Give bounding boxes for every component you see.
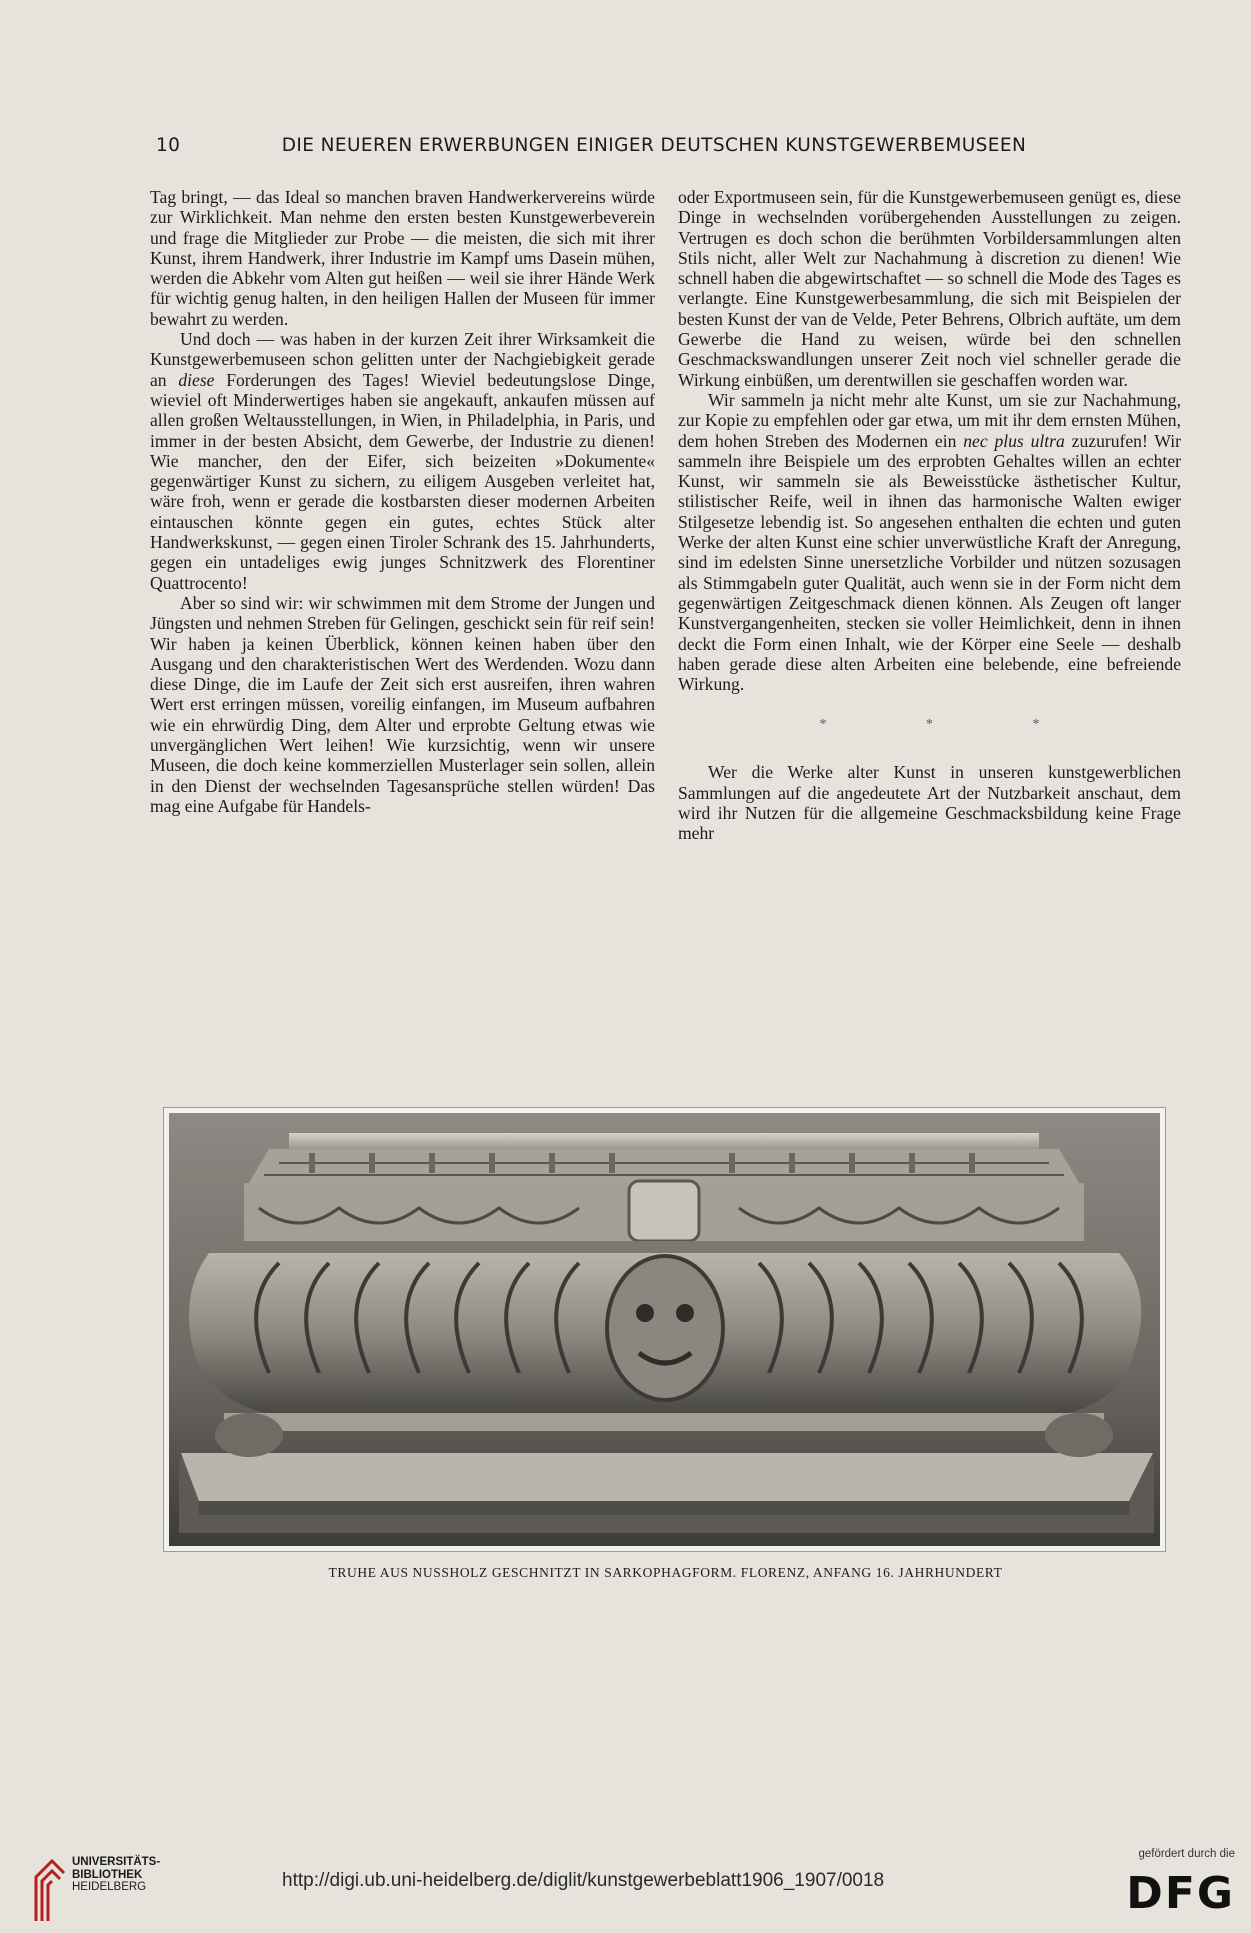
- carved-chest-photo: [169, 1113, 1160, 1546]
- emphasis-diese: diese: [178, 369, 215, 390]
- left-paragraph-2: Und doch — was haben in der kurzen Zeit ihrer Wirksamkeit die Kunstgewerbemuseen schon gelitten unter der Nachgiebigkeit gerade an diese Forderungen des Tages! Wieviel bedeutungslose Dinge, wieviel oft Minderwertiges haben sie angekauft, ankaufen müssen auf allen großen Weltausstellungen, in Wien, in Philadelphia, in Paris, und immer in der besten Absicht, dem Gewerbe, der Industrie zu dienen! Wie mancher, den der Eifer, sich beizeiten »Dokumente« gegenwärtiger Kunst zu sichern, zu eiligem Ausgeben verleitet hat, wäre froh, wenn er gerade die kostbarsten dieser modernen Arbeiten eintauschen könnte gegen ein gutes, echtes Stück alter Handwerkskunst, — gegen einen Tiroler Schrank des 15. Jahrhunderts, gegen ein untadeliges ewig junges Schnitzwerk des Florentiner Quattrocento!: [150, 329, 655, 593]
- funding-note: gefördert durch die: [1138, 1848, 1235, 1860]
- left-column: [150, 187, 655, 816]
- right-column: [678, 187, 1181, 844]
- page-number: 10: [156, 135, 181, 156]
- source-url-link[interactable]: http://digi.ub.uni-heidelberg.de/diglit/kunstgewerbeblatt1906_1907/0018: [282, 1870, 885, 1891]
- emphasis-nec-plus-ultra: nec plus ultra: [963, 430, 1065, 451]
- right-paragraph-1: oder Exportmuseen sein, für die Kunstgewerbemuseen genügt es, diese Dinge in wechselnden vorübergehenden Ausstellungen zu zeigen. Vertrugen es doch schon die berühmten Vorbildersammlungen alten Stils nicht, aller Welt zur Nachahmung à discretion zu dienen! Wie schnell haben die abgewirtschaftet — so schnell die Mode des Tages es verlangte. Eine Kunstgewerbesammlung, die sich mit Beispielen der besten Kunst der van de Velde, Peter Behrens, Olbrich auftäte, um dem Gewerbe die Hand zu weisen, würde bei den schnellen Geschmackswandlungen unserer Zeit noch viel schneller gerade die Wirkung einbüßen, um derentwillen sie geschaffen worden war.: [678, 187, 1181, 390]
- running-title: DIE NEUEREN ERWERBUNGEN EINIGER DEUTSCHEN KUNSTGEWERBEMUSEEN: [281, 135, 1027, 156]
- footer: [0, 1842, 1251, 1933]
- library-line-1: UNIVERSITÄTS-: [72, 1856, 161, 1868]
- figure-photo-frame: [163, 1107, 1166, 1552]
- left-paragraph-1: Tag bringt, — das Ideal so manchen braven Handwerkervereins würde zur Wirklichkeit. Man nehme den ersten besten Kunstgewerbeverein und frage die Mitglieder zur Probe — die meisten, die sich mit ihrer Kunst, ihrem Handwerk, ihrer Industrie im Kampf ums Dasein mühen, werden die Abkehr vom Alten gut heißen — weil sie ihrer Hände Werk für wichtig genug halten, in den heiligen Hallen der Museen für immer bewahrt zu werden.: [150, 187, 655, 329]
- university-library-logo-icon: [32, 1847, 68, 1925]
- left-paragraph-3: Aber so sind wir: wir schwimmen mit dem Strome der Jungen und Jüngsten und nehmen Streben für Gelingen, geschickt sein für reif sein! Wir haben ja keinen Überblick, können keinen haben über den Ausgang und den charakteristischen Wert des Werdenden. Wozu dann diese Dinge, die im Laufe der Zeit sich erst ausreifen, ihren wahren Wert erst erringen müssen, voreilig einfangen, im Museum aufbahren wie ein ehrwürdig Ding, dem Alter und erprobte Geltung etwas wie unvergänglichen Wert leihen! Wie kurzsichtig, wenn wir unsere Museen, die doch keine kommerziellen Musterlager sein sollen, allein in den Dienst der wechselnden Tagesansprüche stellen würden! Das mag eine Aufgabe für Handels-: [150, 592, 655, 816]
- right-paragraph-2: Wir sammeln ja nicht mehr alte Kunst, um sie zur Nachahmung, zur Kopie zu empfehlen oder gar etwa, um mit ihr dem ernsten Mühen, dem hohen Streben des Modernen ein nec plus ultra zuzurufen! Wir sammeln ihre Beispiele um des erprobten Gehaltes willen an echter Kunst, wir sammeln sie als Beweisstücke ästhetischer Kultur, stilistischer Reife, weil in ihnen das harmonische Walten ewiger Stilgesetze lebendig ist. So angesehen enthalten die echten und guten Werke der alten Kunst eine schier unverwüstliche Kraft der Anregung, sind im edelsten Sinne unersetzliche Vorbilder und nützen sozusagen als Stimmgabeln guter Qualität, auch wenn sie in der Form nicht dem gegenwärtigen Zeitgeschmack dienen können. Als Zeugen oft langer Kunstvergangenheiten, stecken sie voller Heimlichkeit, denn in ihnen deckt die Form einen Inhalt, wie der Körper eine Seele — deshalb haben gerade diese alten Arbeiten eine belebende, eine befreiende Wirkung.: [678, 389, 1181, 695]
- section-separator: * * *: [819, 717, 1088, 733]
- library-line-2: BIBLIOTHEK: [72, 1868, 143, 1881]
- figure-caption: TRUHE AUS NUSSHOLZ GESCHNITZT IN SARKOPHAGFORM. FLORENZ, ANFANG 16. JAHRHUNDERT: [328, 1565, 1003, 1580]
- library-name: [72, 1856, 160, 1894]
- page-header: [156, 135, 1102, 156]
- dfg-logo: DFG: [1126, 1868, 1235, 1919]
- library-line-3: HEIDELBERG: [72, 1881, 147, 1893]
- right-paragraph-3: Wer die Werke alter Kunst in unseren kunstgewerblichen Sammlungen auf die angedeutete Art der Nutzbarkeit anschaut, dem wird ihr Nutzen für die allgemeine Geschmacksbildung keine Frage mehr: [678, 762, 1181, 844]
